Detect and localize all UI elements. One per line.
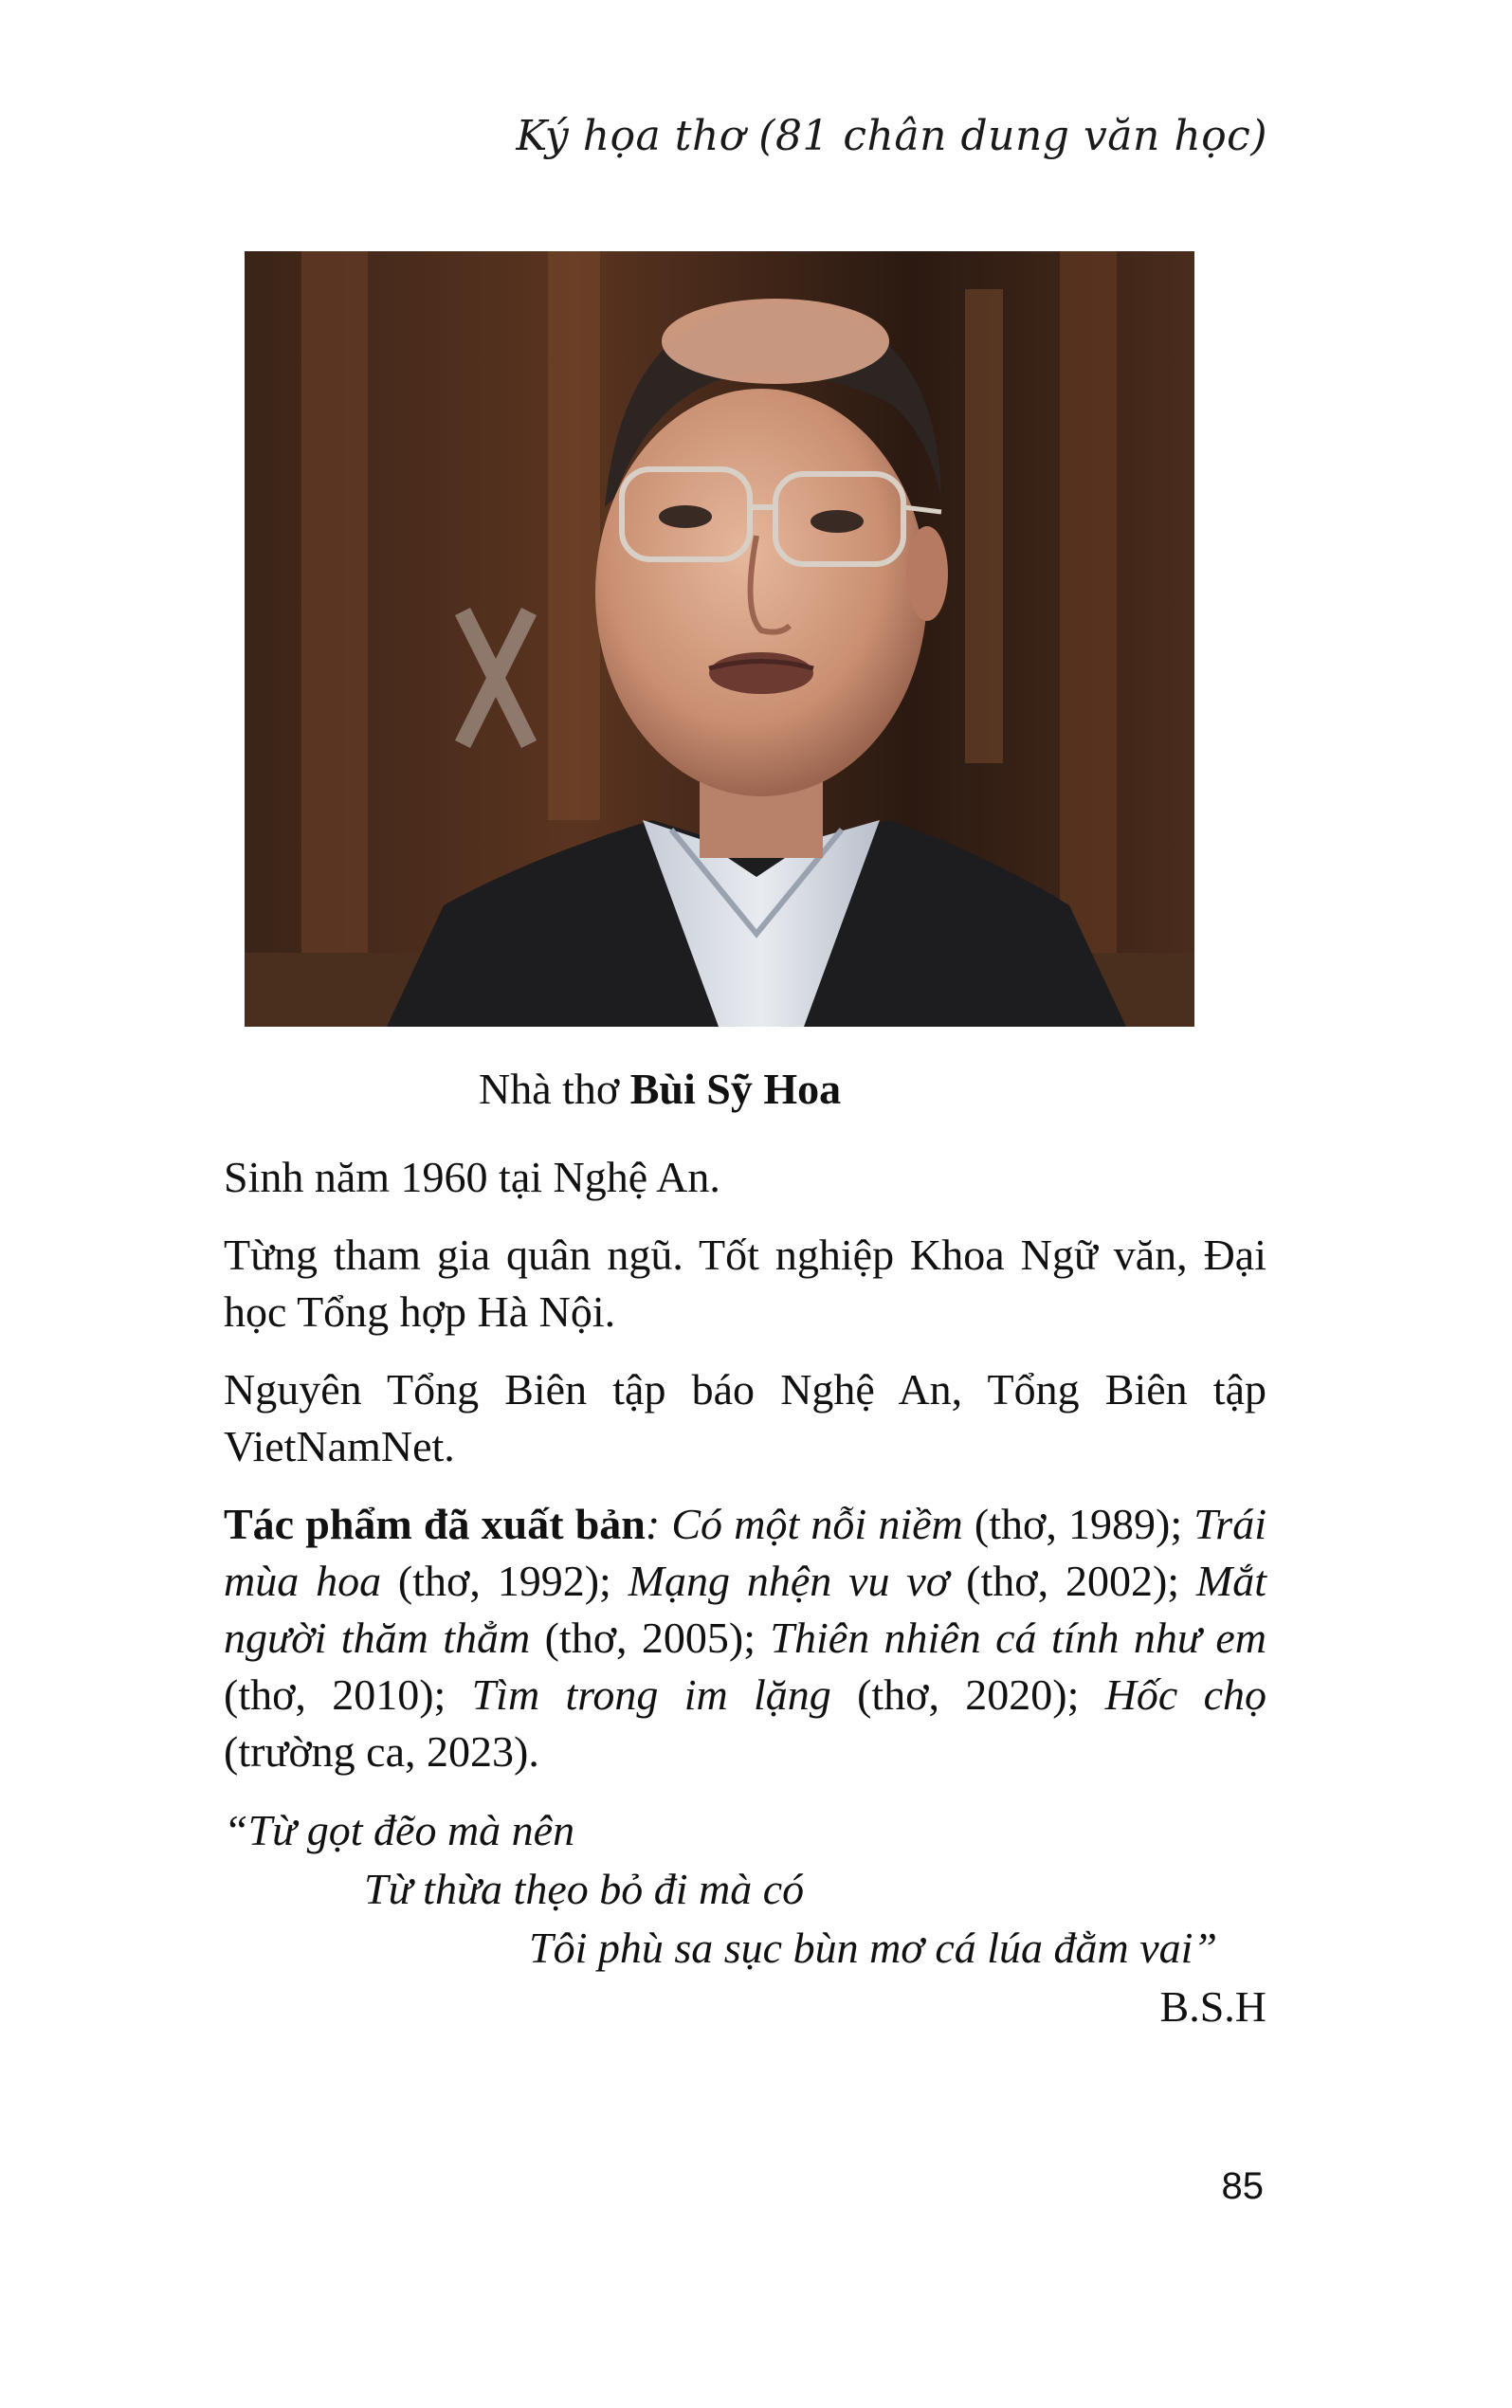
poem-excerpt — [224, 1801, 1266, 2036]
work-title: Mắt người thăm thẳm — [224, 1557, 1267, 1662]
poem-line-1: “Từ gọt đẽo mà nên — [224, 1806, 575, 1854]
poem-line-3: Tôi phù sa sục bùn mơ cá lúa đằm vai” — [529, 1924, 1218, 1972]
work-note: (trường ca, 2023). — [224, 1670, 1278, 1776]
work-note: (thơ, 2002); — [949, 1557, 1196, 1605]
work-title: Tìm trong im lặng — [471, 1670, 831, 1719]
work-note: (thơ, 2020); — [830, 1670, 1105, 1719]
author-name: Bùi Sỹ Hoa — [629, 1065, 842, 1113]
bio-career: Nguyên Tổng Biên tập báo Nghệ An, Tổng Biên tập VietNamNet. — [224, 1365, 1266, 1470]
work-title: Mạng nhện vu vơ — [628, 1557, 950, 1605]
work-title: Hốc chọ — [1104, 1670, 1266, 1719]
work-note: (thơ, 1992); — [381, 1557, 628, 1605]
caption-prefix: Nhà thơ — [479, 1065, 630, 1113]
work-title: Trái mùa hoa — [224, 1500, 1266, 1605]
bio-education: Từng tham gia quân ngũ. Tốt nghiệp Khoa Ngữ văn, Đại học Tổng hợp Hà Nội. — [224, 1231, 1266, 1336]
work-title: Thiên nhiên cá tính như em — [770, 1614, 1267, 1662]
author-portrait — [245, 251, 1194, 1027]
work-note: (thơ, 1989); — [962, 1500, 1194, 1548]
bio-birth: Sinh năm 1960 tại Nghệ An. — [224, 1153, 720, 1201]
works-label: Tác phẩm đã xuất bản — [224, 1500, 646, 1548]
published-works — [224, 1496, 1278, 1780]
page-number: 85 — [1221, 2165, 1264, 2207]
biography — [224, 1149, 1278, 1809]
portrait-photo-icon — [245, 251, 1194, 1027]
work-title: Có một nỗi niềm — [671, 1500, 963, 1548]
poem-signature: B.S.H — [1159, 1982, 1266, 2031]
poem-line-2: Từ thừa thẹo bỏ đi mà có — [364, 1865, 805, 1913]
running-header: Ký họa thơ (81 chân dung văn học) — [516, 112, 1267, 160]
work-note: (thơ, 2010); — [224, 1614, 1278, 1719]
work-note: (thơ, 2005); — [530, 1614, 771, 1662]
portrait-caption — [479, 1064, 841, 1114]
works-label-suffix: : — [645, 1500, 672, 1548]
